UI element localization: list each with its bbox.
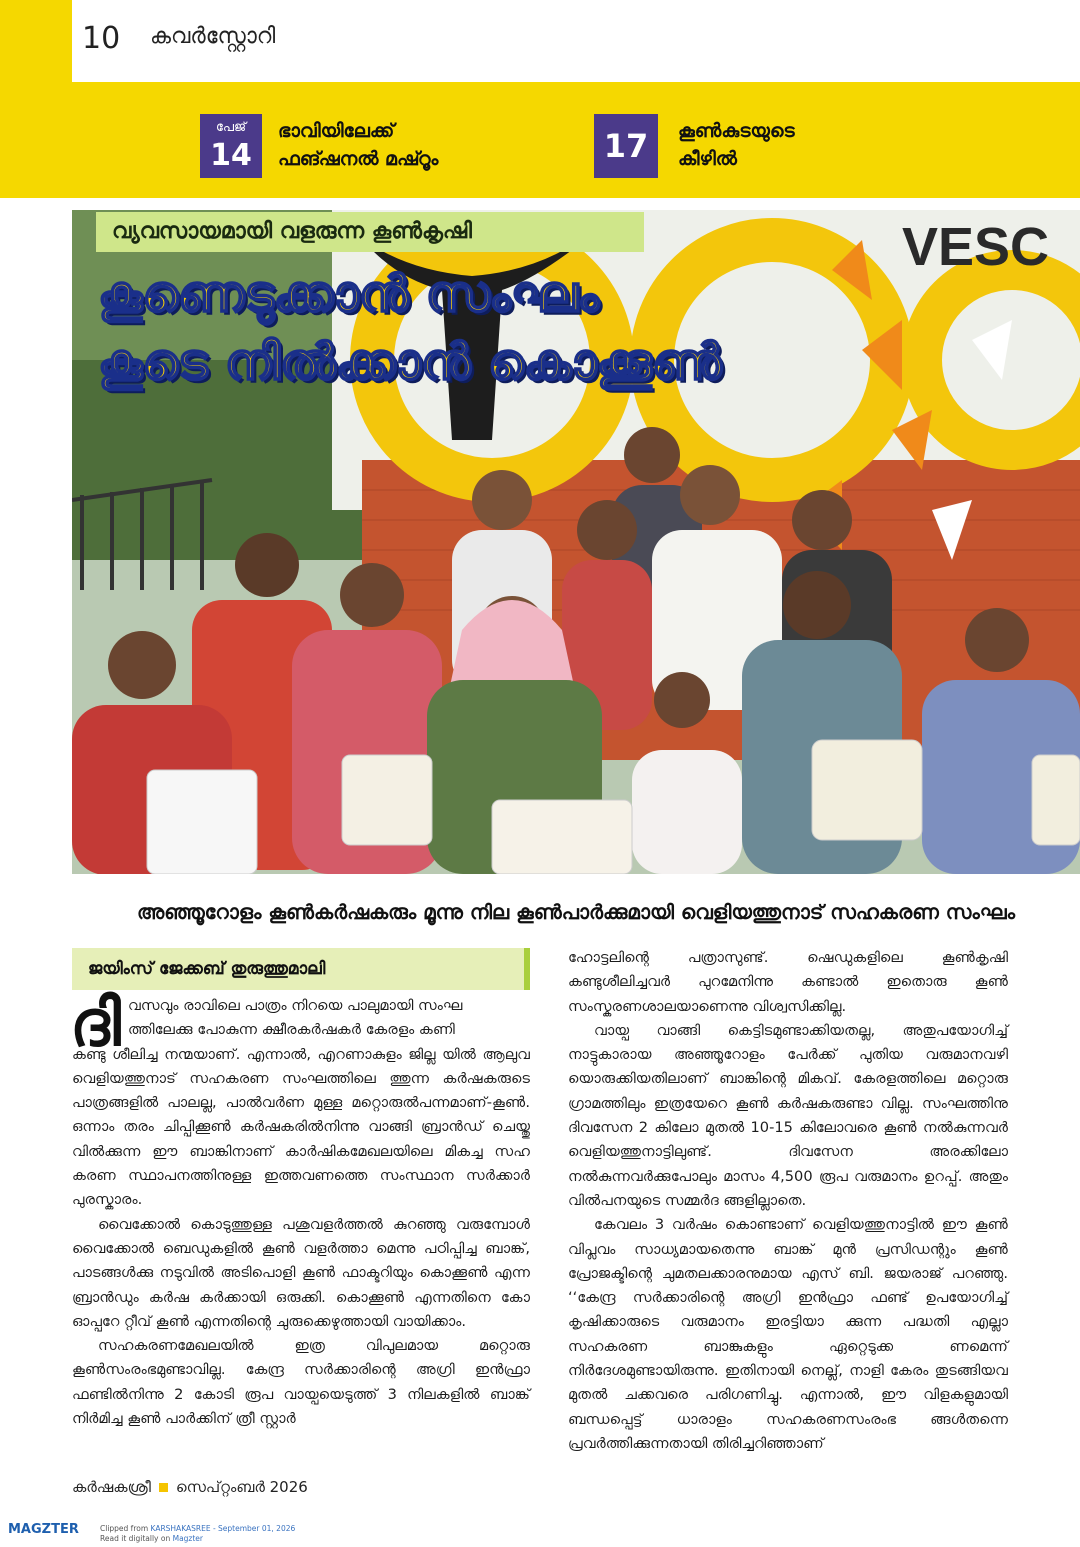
read-credit-line	[100, 1534, 203, 1543]
byline-bar	[72, 948, 530, 990]
read-site-link[interactable]: Magzter	[172, 1534, 203, 1543]
dropcap-line: വസവും രാവിലെ പാത്രം നിറയെ പാലുമായി സംഘ	[128, 997, 463, 1014]
section-title: കവർസ്റ്റോറി	[150, 24, 276, 49]
page-ref-title-line1[interactable]: കൂൺകുടയുടെ	[678, 120, 795, 142]
byline: ജയിംസ് ജേക്കബ് തുരുത്തുമാലി	[88, 959, 326, 979]
header-yellow-bar	[0, 0, 72, 198]
article-column-right	[568, 946, 1008, 1456]
page-ref-number: 14	[210, 138, 252, 173]
kicker-label	[96, 212, 644, 252]
square-bullet-icon	[159, 1483, 168, 1492]
dropcap-line: ത്തിലേക്കു പോകുന്ന ക്ഷീരകർഷകർ കേരളം കണി	[128, 1021, 455, 1039]
article-paragraph: കേവലം 3 വർഷം കൊണ്ടാണ് വെളിയത്തുനാട്ടിൽ ഈ കൂൺ വിപ്ലവം സാധ്യമായതെന്നു ബാങ്ക് മുൻ പ്രസിഡന്റും കൂൺ പ്രോജക്ടിന്റെ ചുമതലക്കാരനുമായ എസ് ബി. ജയരാജ് പറഞ്ഞു. ‘‘കേന്ദ്ര സർക്കാരിന്റെ അഗ്രി ഇൻഫ്രാ ഫണ്ട് ഉപയോഗിച്ച് കൃഷിക്കാരുടെ വരുമാനം ഇരട്ടിയാ ക്കുന്ന പദ്ധതി എല്ലാ സഹകരണ ബാങ്കുകളും ഏറ്റെടുക്ക ണമെന്ന് നിർദേശമുണ്ടായിരുന്നു. ഇതിനായി നെല്ല്, നാളി കേരം തുടങ്ങിയവ മുതൽ ചക്കവരെ പരിഗണിച്ചു. എന്നാൽ, ഈ വിളകളുമായി ബന്ധപ്പെട്ട് ധാരാളം സഹകരണസംരംഭ ങ്ങൾതന്നെ പ്രവർത്തിക്കുന്നതായി തിരിച്ചറിഞ്ഞാണ്	[568, 1216, 1008, 1452]
article-paragraph: വൈക്കോൽ കൊടുത്തുള്ള പശുവളർത്തൽ കുറഞ്ഞു വരുമ്പോൾ വൈക്കോൽ ബെഡുകളിൽ കൂൺ വളർത്താ മെന്നു പഠിപ്പിച്ച ബാങ്ക്, പാടങ്ങൾക്കു നടുവിൽ അടിപൊളി കൂൺ ഫാക്ടറിയും കൊക്കൂൺ എന്ന ബ്രാൻഡും കർഷ കർക്കായി ഒരുക്കി. കൊക്കൂൺ എന്നതിനെ കോ ഓപ്പറേ റ്റീവ് കൂൺ എന്നതിന്റെ ചുരുക്കെഴുത്തായി വായിക്കാം.	[72, 1215, 530, 1330]
headline-line1: കൂണെടുക്കാൻ സംഘം	[98, 265, 599, 323]
headline-line2: കൂടെ നിൽക്കാൻ കൊക്കൂൺ	[98, 333, 722, 391]
article-paragraph	[72, 994, 530, 1213]
publication-name: കർഷകശ്രീ	[72, 1478, 151, 1496]
page-ref-label: പേജ്	[215, 120, 247, 135]
page-ref-title-line1[interactable]: ഭാവിയിലേക്ക്	[278, 120, 395, 142]
svg-text:VESC: VESC	[902, 217, 1050, 277]
article-paragraph: ഹോട്ടലിന്റെ പത്രാസുണ്ട്. ഷെഡുകളിലെ കൂൺകൃഷി കണ്ടുശീലിച്ചവർ പുറമേനിന്നു കണ്ടാൽ ഇതൊരു കൂൺ സംസ്കരണശാലയാണെന്നു വിശ്വസിക്കില്ല.	[568, 949, 1008, 1015]
page-number: 10	[82, 21, 121, 56]
article-paragraph: സഹകരണമേഖലയിൽ ഇത്ര വിപുലമായ മറ്റൊരു കൂൺസംരംഭമുണ്ടാവില്ല. കേന്ദ്ര സർക്കാരിന്റെ അഗ്രി ഇൻഫ്രാ ഫണ്ടിൽനിന്നു 2 കോടി രൂപ വായ്പയെടുത്ത് 3 നിലകളിൽ ബാങ്ക് നിർമിച്ച കൂൺ പാർക്കിന് ത്രീ സ്റ്റാർ	[72, 1337, 530, 1428]
page-ref-title-line2[interactable]: കീഴിൽ	[678, 148, 737, 170]
footer-publication	[72, 1476, 308, 1498]
read-prefix: Read it digitally on	[100, 1534, 171, 1543]
kicker-text: വ്യവസായമായി വളരുന്ന കൂൺകൃഷി	[112, 219, 472, 244]
subheadline: അഞ്ഞൂറോളം കൂൺകർഷകരും മൂന്നു നില കൂൺപാർക്കുമായി വെളിയത്തുനാട് സഹകരണ സംഘം	[137, 900, 1015, 924]
magzter-logo[interactable]	[8, 1522, 79, 1538]
drop-cap: ദി	[70, 986, 121, 1061]
paragraph-text: കണ്ടു ശീലിച്ച നന്മയാണ്. എന്നാൽ, എറണാകുളം ജില്ല യിൽ ആലുവ വെളിയത്തുനാട് സഹകരണ സംഘത്തിലെ ത്തുന്ന കർഷകരുടെ പാത്രങ്ങളിൽ പാലല്ല, പാൽവർണ മുള്ള മറ്റൊരുൽപന്നമാണ്-കൂൺ. ഒന്നാം തരം ചിപ്പിക്കൂൺ കർഷകരിൽനിന്നു വാങ്ങി ബ്രാൻഡ് ചെയ്തു വിൽക്കുന്ന ഈ ബാങ്കിനാണ് കാർഷികമേഖലയിലെ മികച്ച സഹ കരണ സ്ഥാപനത്തിനുള്ള ഇത്തവണത്തെ സംസ്ഥാന സർക്കാർ പുരസ്കാരം.	[72, 1045, 530, 1209]
magzter-logo-text: MAGZTER	[8, 1522, 79, 1537]
page-ref-title-line2[interactable]: ഫങ്ഷനൽ മഷ്റൂം	[278, 148, 439, 170]
clip-credit-line	[100, 1524, 295, 1533]
page-ref-box-17[interactable]	[594, 114, 658, 178]
article-column-left	[72, 994, 530, 1431]
article-paragraph: വായ്പ വാങ്ങി കെട്ടിടമുണ്ടാക്കിയതല്ല, അതുപയോഗിച്ച് നാട്ടുകാരായ അഞ്ഞൂറോളം പേർക്ക് പുതിയ വരുമാനവഴി യൊരുക്കിയതിലാണ് ബാങ്കിന്റെ മികവ്. കേരളത്തിലെ മറ്റൊരു ഗ്രാമത്തിലും ഇത്രയേറെ കൂൺ കർഷകരുണ്ടാ വില്ല. സംഘത്തിനു ദിവസേന 2 കിലോ മുതൽ 10-15 കിലോവരെ കൂൺ നൽകുന്നവർ വെളിയത്തുനാട്ടിലുണ്ട്. ദിവസേന അരക്കിലോ നൽകുന്നവർക്കുപോലും മാസം 4,500 രൂപ വരുമാനം ഉറപ്പ്. അതും വിൽപനയുടെ സമ്മർദ ങ്ങളില്ലാതെ.	[568, 1021, 1008, 1209]
clip-source-link[interactable]: KARSHAKASREE - September 01, 2026	[150, 1524, 296, 1533]
clip-prefix: Clipped from	[100, 1524, 149, 1533]
page-ref-number: 17	[603, 127, 649, 165]
page-ref-box-14[interactable]	[200, 114, 262, 178]
publication-date: സെപ്റ്റംബർ 2026	[175, 1478, 308, 1496]
